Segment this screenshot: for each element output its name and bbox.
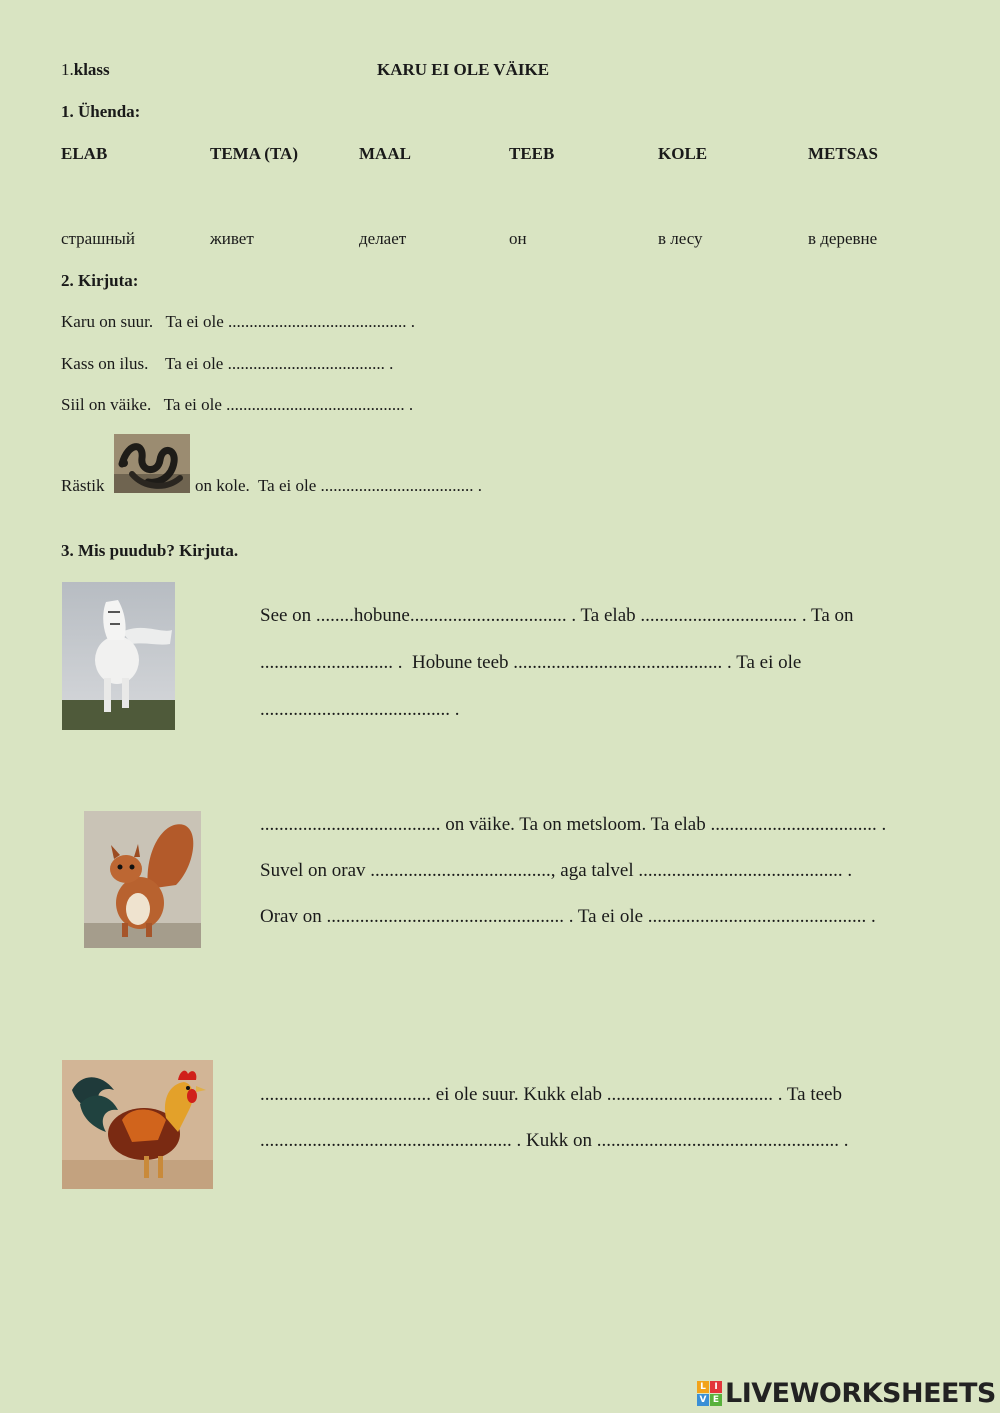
exercise-line[interactable]: Kass on ilus. Ta ei ole ..................................... . (61, 354, 394, 373)
logo-letter: L (697, 1381, 709, 1393)
snake-icon (114, 434, 190, 493)
exercise-line[interactable]: .................................... ei ole suur. Kukk elab ................................... . Ta teeb (260, 1084, 842, 1105)
russian-word[interactable]: страшный (61, 229, 135, 248)
exercise-line[interactable]: ........................................ . (260, 699, 460, 720)
estonian-word[interactable]: KOLE (658, 144, 708, 163)
worksheet-title: KARU EI OLE VÄIKE (377, 60, 550, 79)
logo-letter: V (697, 1394, 709, 1406)
russian-word[interactable]: делает (359, 229, 407, 248)
estonian-word[interactable]: METSAS (808, 144, 878, 163)
liveworksheets-logo-icon (697, 1381, 722, 1406)
exercise-line[interactable]: ............................ . Hobune teeb ............................................ . Ta ei ole (260, 652, 802, 673)
russian-word[interactable]: живет (210, 229, 254, 248)
russian-word[interactable]: в деревне (808, 229, 878, 248)
rooster-image (62, 1060, 213, 1189)
exercise-line[interactable]: See on ........hobune................................. . Ta elab ................................. . Ta on (260, 605, 854, 626)
section-2-title: 2. Kirjuta: (61, 271, 139, 290)
exercise-line[interactable]: Suvel on orav ......................................, aga talvel ........................................... . (260, 860, 853, 881)
exercise-line[interactable]: Siil on väike. Ta ei ole .......................................... . (61, 395, 414, 414)
exercise-line[interactable]: on kole. Ta ei ole .................................... . (195, 476, 482, 495)
exercise-line[interactable]: Karu on suur. Ta ei ole .......................................... . (61, 312, 416, 331)
exercise-line[interactable]: ..................................................... . Kukk on ................................................... . (260, 1130, 849, 1151)
brand-name: LIVEWORKSHEETS (725, 1377, 996, 1409)
exercise-line[interactable]: Orav on .................................................. . Ta ei ole .............................................. . (260, 906, 876, 927)
russian-word[interactable]: он (509, 229, 527, 248)
estonian-word[interactable]: TEEB (509, 144, 555, 163)
section-1-title: 1. Ühenda: (61, 102, 141, 121)
liveworksheets-brand[interactable] (697, 1378, 996, 1408)
rooster-icon (62, 1060, 213, 1189)
squirrel-image (84, 811, 201, 948)
horse-icon (62, 582, 175, 730)
russian-word[interactable]: в лесу (658, 229, 703, 248)
class-label: 1.klass (61, 60, 110, 79)
squirrel-icon (84, 811, 201, 948)
rastik-label: Rästik (61, 476, 105, 495)
horse-image (62, 582, 175, 730)
exercise-line[interactable]: ...................................... on väike. Ta on metsloom. Ta elab ................................... . (260, 814, 887, 835)
logo-letter: I (710, 1381, 722, 1393)
snake-image (114, 434, 190, 493)
logo-letter: E (710, 1394, 722, 1406)
estonian-word[interactable]: MAAL (359, 144, 411, 163)
section-3-title: 3. Mis puudub? Kirjuta. (61, 541, 239, 560)
estonian-word[interactable]: TEMA (TA) (210, 144, 298, 163)
estonian-word[interactable]: ELAB (61, 144, 108, 163)
